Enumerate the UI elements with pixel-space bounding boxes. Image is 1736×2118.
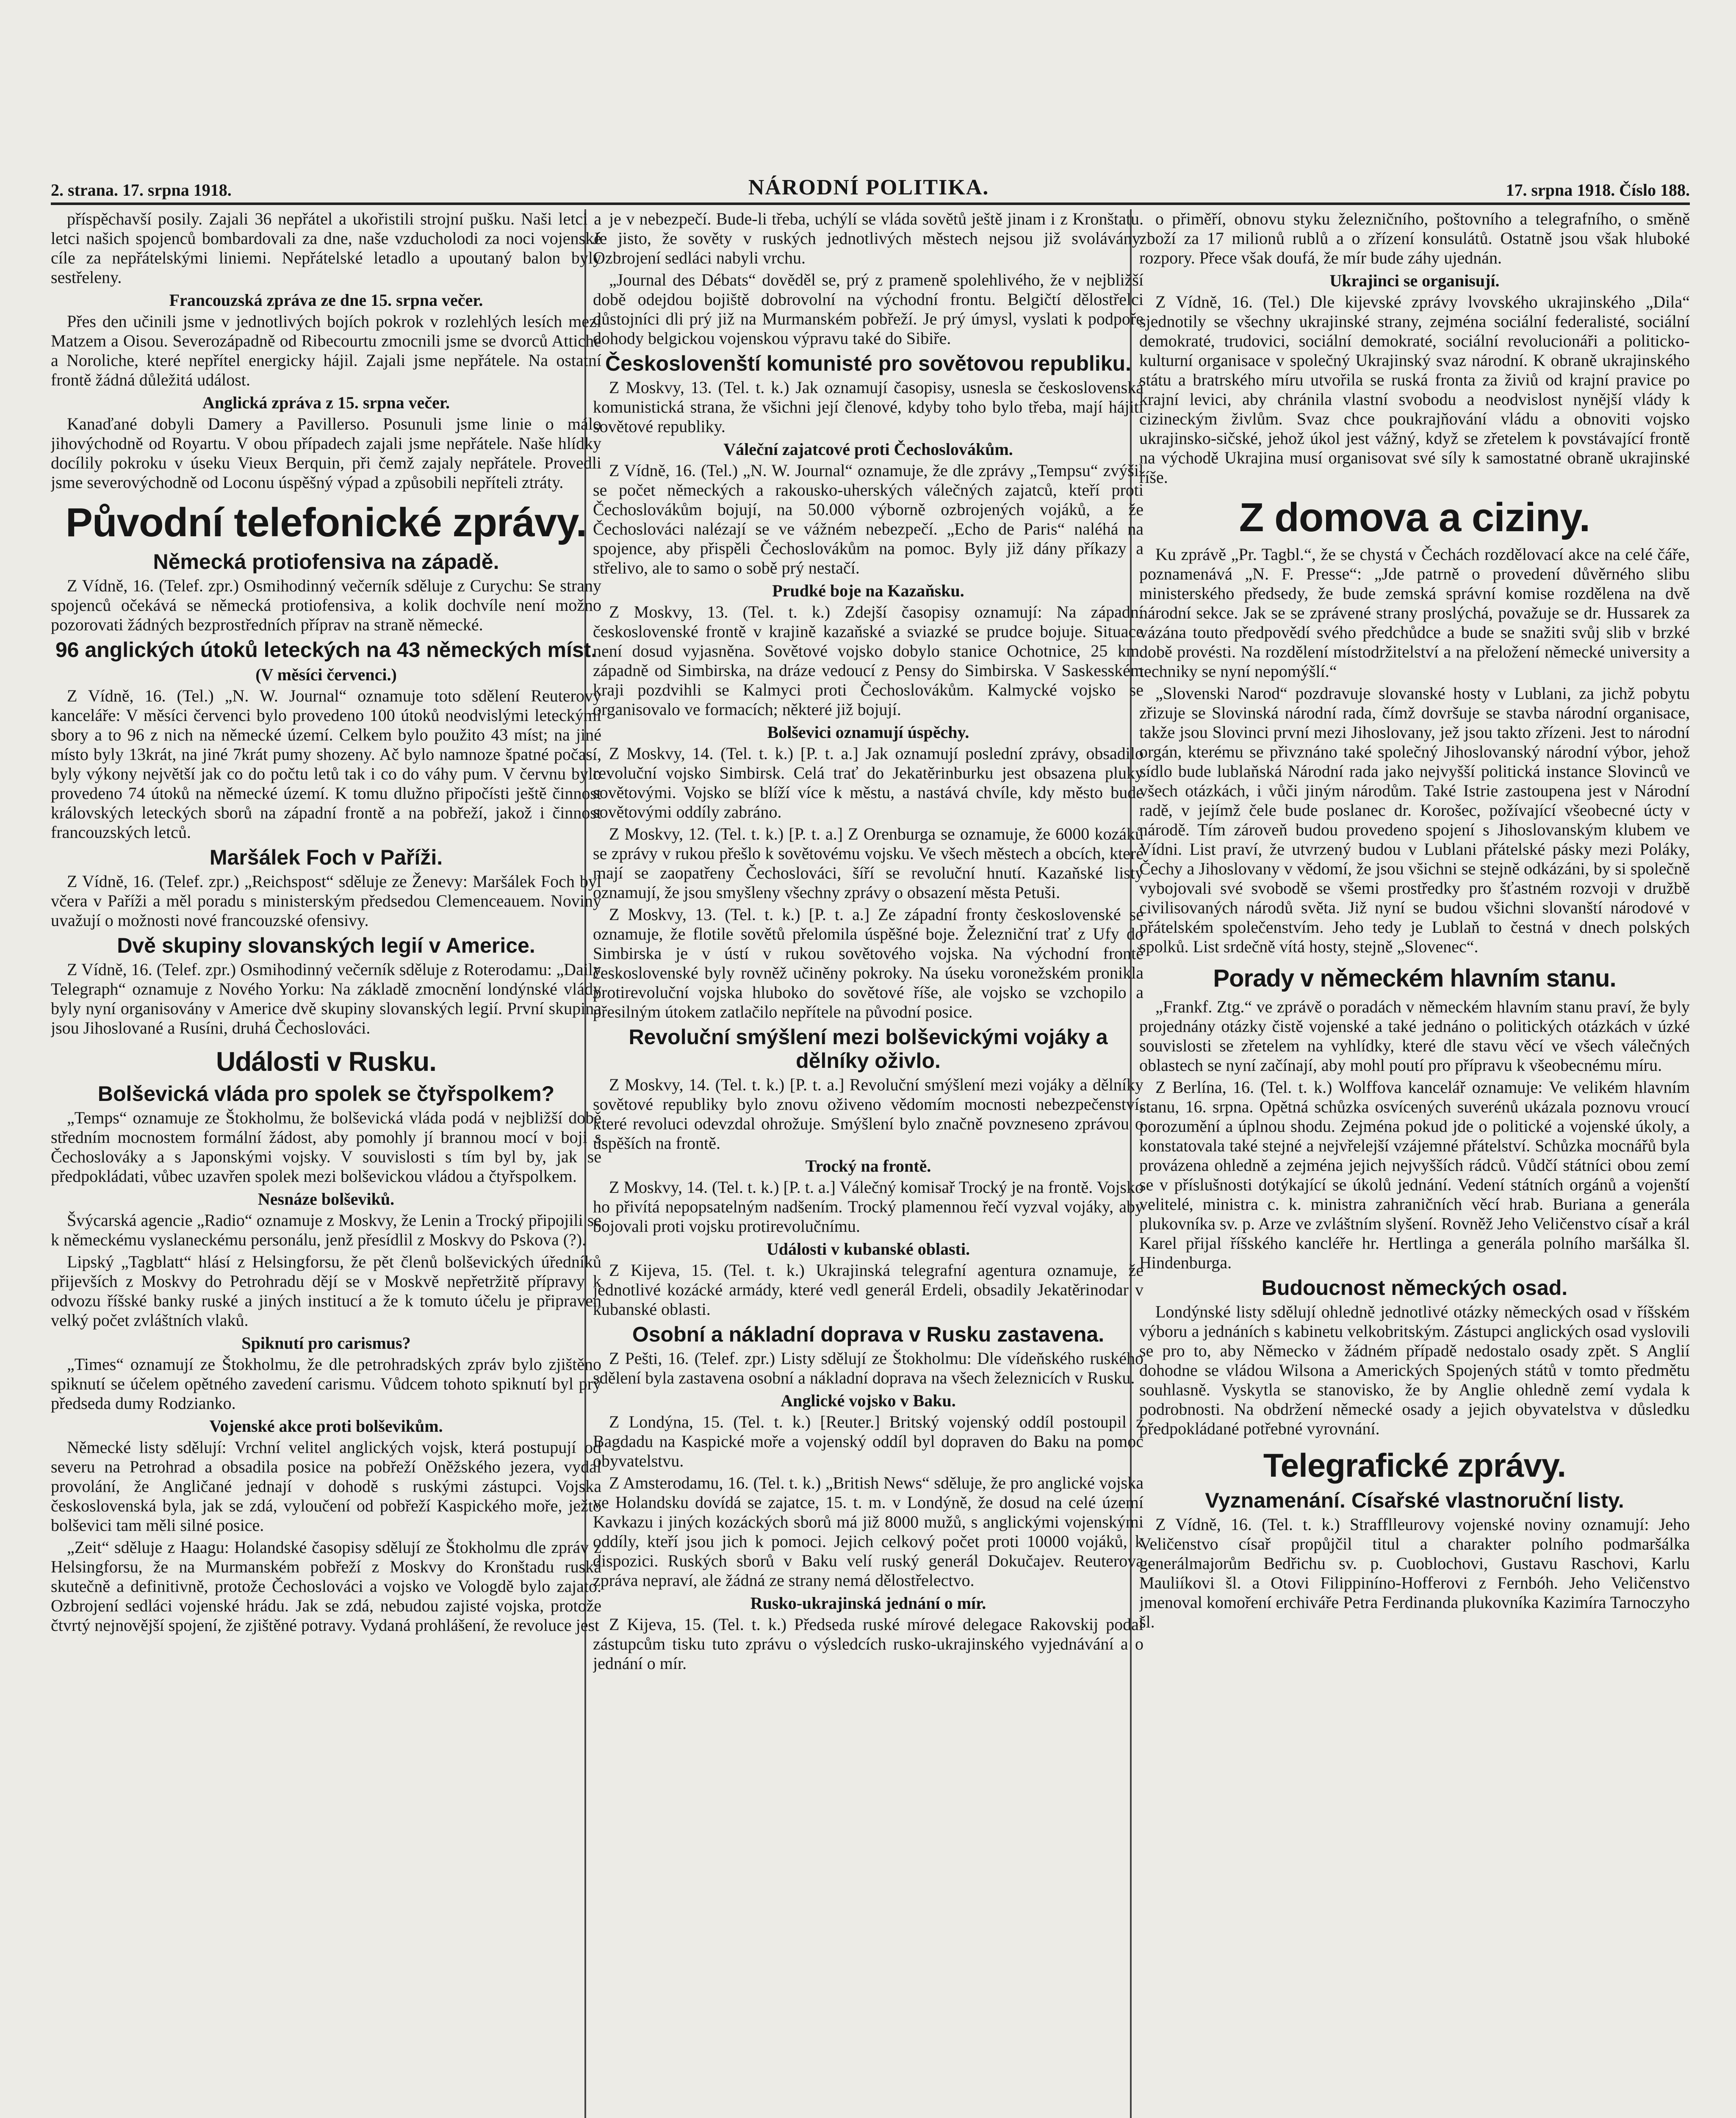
section-title: Původní telefonické zprávy. xyxy=(65,500,587,545)
article-text: Z Vídně, 16. (Telef. zpr.) Osmihodinný večerník sděluje z Roterodamu: „Daily Telegraph“ oznamuje z Nového Yorku: Na základě zmocnění londýnské vlády byly nyní organisovány v Americe dvě skupiny slovanských legií. První skupina jsou Jihoslované a Rusíni, druhá Čechoslováci. xyxy=(51,960,601,1037)
article-text: Z Moskvy, 14. (Tel. t. k.) [P. t. a.] Válečný komisař Trocký je na frontě. Vojsko ho přivítá nepopsatelným nadšením. Trocký plamennou řečí vyzval vojáky, aby bojovali proti vojsku protirevolučnímu. xyxy=(593,1178,1143,1236)
article-text: Švýcarská agencie „Radio“ oznamuje z Moskvy, že Lenin a Trocký připojili se k německému vyslaneckému personálu, jenž přesídlil z Moskvy do Pskova (?). xyxy=(51,1211,601,1249)
article-text: o přiměří, obnovu styku železničního, poštovního a telegrafního, o směně zboží za 17 milionů rublů a o zřízení konsulátů. Ostatně jsou však hluboké rozpory. Přece však doufá, že mír bude záhy ujednán. xyxy=(1139,209,1690,267)
page-header xyxy=(51,166,1690,200)
article-headline: Budoucnost německých osad. xyxy=(1261,1276,1568,1300)
article-text: Z Vídně, 16. (Telef. zpr.) „Reichspost“ sděluje ze Ženevy: Maršálek Foch byl včera v Paříži a měl poradu s ministerským předsedou Clemenceauem. Noviny uvažují o možnosti nové francouzské ofensivy. xyxy=(51,872,601,930)
section-heading: Bolševici oznamují úspěchy. xyxy=(767,723,969,742)
section-title: Z domova a ciziny. xyxy=(1239,495,1590,540)
article-text: Londýnské listy sdělují ohledně jednotlivé otázky německých osad v říšském výboru a jednáních s kabinetu velkobritským. Zástupci anglických osad vyslovili se pro to, aby Německo v žádném případě nedostalo osady zpět. S Anglií dohodne se vládou Wilsona a Amerických Spojených států v tomto předmětu souhlasně. Vyskytla se stanovisko, že by Anglie ohledně zemí vydala k podrobnosti. Na obdržení německé osady a jejich obyvatelstva v důsledku předpokládané potřebné vyrovnání. xyxy=(1139,1302,1690,1438)
article-headline: Osobní a nákladní doprava v Rusku zastavena. xyxy=(632,1322,1105,1346)
article-text: Z Pešti, 16. (Telef. zpr.) Listy sdělují ze Štokholmu: Dle vídeňského ruského sdělení byla zastavena osobní a nákladní doprava na všech železnicích v Rusku. xyxy=(593,1349,1143,1387)
section-heading: Události v kubanské oblasti. xyxy=(766,1239,970,1259)
section-heading: Anglická zpráva z 15. srpna večer. xyxy=(202,393,450,412)
article-headline: 96 anglických útoků leteckých na 43 německých míst. xyxy=(55,638,597,662)
article-text: Z Vídně, 16. (Tel.) „N. W. Journal“ oznamuje toto sdělení Reuterovy kanceláře: V měsíci červenci bylo provedeno 100 útoků neodvislými leteckými sbory a to 96 z nich na německé území. Celkem bylo použito 43 míst; na jiné místo byly 13krát, na jiné 7krát pumy shozeny. Ač bylo namnoze špatné počasí, byly výkony největší jak co do počtu letů tak i co do váhy pum. V červnu bylo provedeno 74 útoků na německé území. K tomu dlužno připočísti ještě činnost královských leteckých sborů na západní frontě a na pobřeží, jakož i činnost francouzských letců. xyxy=(51,686,601,842)
article-text: je v nebezpečí. Bude-li třeba, uchýlí se vláda sovětů ještě jinam i z Kronštatu. Je jisto, že sověty v ruských jednotlivých městech nejsou již svolávány. Ozbrojení sedláci nabyli vrchu. xyxy=(593,209,1143,267)
article-headline: Vyznamenání. Císařské vlastnoruční listy. xyxy=(1205,1489,1624,1512)
article-text: Z Vídně, 16. (Telef. zpr.) Osmihodinný večerník sděluje z Curychu: Se strany spojenců očekává se německá protiofensiva, a kolik dochvíle není možno pozorovati žádných bezprostředních příprav na straně německé. xyxy=(51,576,601,634)
article-headline: Dvě skupiny slovanských legií v Americe. xyxy=(117,934,535,957)
header-rule xyxy=(51,202,1690,205)
article-text: příspěchavší posily. Zajali 36 nepřátel a ukořistili strojní pušku. Naši letci a letci našich spojenců bombardovali za dne, naše vzducholodi za noci vojenské cíle za nepřátelskými liniemi. Nepřátelské letadlo a upoutaný balon byly sestřeleny. xyxy=(51,209,601,287)
article-text: Z Vídně, 16. (Tel.) Dle kijevské zprávy lvovského ukrajinského „Dila“ sjednotily se všechny ukrajinské strany, zejména sociální federalisté, sociální demokraté, trudovici, sociální demokraté, sociální revolucionáři a politicko-kulturní organisace v společný Ukrajinský svaz národní. K obraně ukrajinského státu a bratrského míru utvořila se ruská fronta za živiů od krajní pravice po krajní levici, aby chránila vlastní svobodu a neodvislost nynější vlády k cizineckým živlům. Svaz chce poukrajňování vládu a obnoviti vojsko ukrajinsko-sičské, jehož úkol jest vážný, když se zřetelem k povstávající frontě na východě Ukrajina musí organisovat své síly k samostatné obraně ukrajinské říše. xyxy=(1139,292,1690,487)
article-text: „Times“ oznamují ze Štokholmu, že dle petrohradských zpráv bylo zjištěno spiknutí se účelem opětného zavedení carismu. Vůdcem tohoto spiknutí byl prý předseda dumy Rodzianko. xyxy=(51,1355,601,1413)
section-heading: Ukrajinci se organisují. xyxy=(1329,271,1500,290)
article-text: Z Londýna, 15. (Tel. t. k.) [Reuter.] Britský vojenský oddíl postoupil z Bagdadu na Kaspické moře a vojenský oddíl byl dopraven do Baku na pomoc obyvatelstvu. xyxy=(593,1412,1143,1470)
section-heading: Prudké boje na Kazaňsku. xyxy=(772,581,964,600)
article-text: Ku zprávě „Pr. Tagbl.“, že se chystá v Čechách rozdělovací akce na celé čáře, poznamenává „N. F. Presse“: „Jde patrně o provedení důvěrného slibu ministerského předsedy, že bude zemská správní komise rozdělena na dvě národní sekce. Jak se se zprávené strany proslýchá, považuje se dr. Hussarek za vázána touto předpovědí svého předchůdce a bude se snažiti svůj slib v brzké době provésti. Na rozdělení místodržitelství a na přeložení německé university a techniky se nyní nepomýšlí.“ xyxy=(1139,545,1690,681)
section-heading: Spiknutí pro carismus? xyxy=(241,1333,411,1353)
article-text: Kanaďané dobyli Damery a Pavillerso. Posunuli jsme linie o málo jihovýchodně od Royartu. V obou případech zajali jsme nepřátele. Naše hlídky docílily pokroku v úseku Vieux Berquin, při čemž zajaly nepřátele. Provedli jsme severovýchodně od Loconu úspěšný výpad a způsobili nepříteli ztráty. xyxy=(51,414,601,492)
section-heading: Francouzská zpráva ze dne 15. srpna večer. xyxy=(169,291,483,310)
article-text: Německé listy sdělují: Vrchní velitel anglických vojsk, která postupují od severu na Petrohrad a obsadila posice na pobřeží Oněžského jezera, vydal provolání, že Angličané jednají v dohodě s ruskými zástupci. Vojska československá byla, jak se zdá, vyloučení od pobřeží Kaspického moře, ježto bolševici tam měli silné posice. xyxy=(51,1438,601,1535)
header-right: 17. srpna 1918. Číslo 188. xyxy=(1506,180,1690,200)
column-2 xyxy=(593,209,1143,2118)
masthead: NÁRODNÍ POLITIKA. xyxy=(748,175,989,200)
column-1 xyxy=(51,209,601,2118)
article-headline: Českoslovenští komunisté pro sovětovou republiku. xyxy=(605,352,1131,375)
article-text: Přes den učinili jsme v jednotlivých bojích pokrok v rozlehlých lesích mezi Matzem a Oisou. Severozápadně od Ribecourtu zmocnili jsme se dvorců Attiche a Noroliche, které nepřítel energicky hájil. Zajali jsme nepřátele. Na ostatní frontě žádná důležitá událost. xyxy=(51,312,601,389)
article-text: „Journal des Débats“ dověděl se, prý z prameně spolehlivého, že v nejbližší době odejdou bojiště dobrovolní na východní frontu. Belgičtí dělostřelci důstojníci dli prý již na Murmanském pobřeží. Je prý úmysl, vyslati k podpoře dohody belgickou vojenskou výpravu také do Sibiře. xyxy=(593,270,1143,348)
article-headline: Bolševická vláda pro spolek se čtyřspolkem? xyxy=(97,1082,555,1106)
article-text: Z Moskvy, 12. (Tel. t. k.) [P. t. a.] Z Orenburga se oznamuje, že 6000 kozáků se zprávy v rukou přešlo k sovětovému vojsku. Ve všech městech a obcích, které mají se zaopatřeny Čechoslováci, šíří se revoluční hnutí. Kazaňské listy oznamují, že jsou smyšleny všechny zprávy o obsazení města Petuši. xyxy=(593,824,1143,902)
article-text: „Slovenski Narod“ pozdravuje slovanské hosty v Lublani, za jichž pobytu zřizuje se Slovinská národní rada, čímž dovršuje se stavba národní organisace, takže jsou Slovinci první mezi Jihoslovany, jež jsou takto zřízeni. Jest to národní orgán, kterému se přivznáno také společný Jihoslovanský národní výbor, jehož sídlo bude lublaňská Národní rada jako nejvyšší politická instance Slovinců ve všech otázkách, i vůči jiným národům. Také Istrie zastoupena jest v Národní radě, v jejímž čele bude poslanec dr. Korošec, požívající všeobecné úcty v národě. Tím zároveň budou provedeno spojení s Jihoslovanským klubem ve Vídni. List praví, že utvrzený budou v Lublani přátelské pásky mezi Poláky, Čechy a Jihoslovany v vědomí, že jsou všichni se stejně odkázáni, by si společně vybojovali své svobodě se všemi prostředky pro šťastném rozvoji v družbě civilisovaných národů světa. Již nyní se budou všichni slovanští národové v přátelském společenstvím. Jeho tedy je Lublaň to čestná v dnech polských spolků. List srdečně vítá hosty, stejně „Slovenec“. xyxy=(1139,684,1690,956)
article-text: Z Moskvy, 14. (Tel. t. k.) [P. t. a.] Jak oznamují poslední zprávy, obsadilo revoluční vojsko Simbirsk. Celá trať do Jekatěrinburku jest obsazena pluky sovětovými. Vojsko se blíží více k městu, a nastává chvíle, kdy město bude sovětovými oddíly zabráno. xyxy=(593,744,1143,821)
article-text: Z Moskvy, 13. (Tel. t. k.) Zdejší časopisy oznamují: Na západní československé frontě v krajině kazaňské a sviazké se prudce bojuje. Situace není dosud vyjasněna. Sovětové vojsko dobylo stanice Ochotnice, 25 km. západně od Simbirska, na dráze vedoucí z Pensy do Simbirska. V Saskesském kraji pozdvihli se Kalmyci proti Čechoslovákům. Kalmycké vojsko se organisovalo ve formacích; některé již bojují. xyxy=(593,602,1143,719)
article-headline: Revoluční smýšlení mezi bolševickými vojáky a dělníky oživlo. xyxy=(629,1025,1108,1073)
article-text: Z Vídně, 16. (Tel.) „N. W. Journal“ oznamuje, že dle zprávy „Tempsu“ zvýšil se počet německých a rakousko-uherských válečných zajatců, kteří proti Čechoslovákům bojují, na 50.000 výborně ozbrojených vojáků, a že Čechoslováci nalézají se ve vážném nebezpečí. „Echo de Paris“ naléhá na spojence, aby přispěli Čechoslovákům na pomoc. Byly již dány příkazy a střelivo, ale to samo o sobě prý nestačí. xyxy=(593,461,1143,577)
article-text: Z Moskvy, 13. (Tel. t. k.) [P. t. a.] Ze západní fronty československé se oznamuje, že flotile sovětů přelomila úspěšné boje. Železniční trať z Ufy do Simbirska je v ústí v rukou sovětového vojska. Na východní frontě československé byly rovněž učiněny pokroky. Na úseku voronežském pronikla protirevoluční vojska hluboko do sovětové říše, ale vojsko se vzchopilo a přesilným útokem zatlačilo nepřítele na původní posice. xyxy=(593,905,1143,1021)
article-headline: Maršálek Foch v Paříži. xyxy=(209,846,443,869)
article-text: Z Moskvy, 13. (Tel. t. k.) Jak oznamují časopisy, usnesla se československá komunistická strana, že všichni její členové, kdyby toho bylo třeba, mají hájiti sovětové republiky. xyxy=(593,378,1143,436)
article-text: Z Berlína, 16. (Tel. t. k.) Wolffova kancelář oznamuje: Ve velikém hlavním stanu, 16. srpna. Opětná schůzka osvícených suverénů ukázala poznovu vroucí porozumění a úplnou shodu. Zejména pokud jde o politické a vojenské úkoly, a konstatovala také stejné a nejvřelejší vzájemné přátelství. Schůzka mocnářů byla provázena ohledně a zejména jejich nejvyšších rádců. Vůdčí státníci obou zemí se v příslušnosti dotýkající se úkolů jednání. Vedení státních orgánů a vojenští velitelé, ministra c. k. ministra zahraničních věcí hrab. Buriana a generála plukovníka sv. p. Arze ve zvláštním slyšení. Rovněž Jeho Veličenstvo císař a král Karel přijal říšského kancléře hr. Hertlinga a generála polního maršálka šl. Hindenburga. xyxy=(1139,1078,1690,1272)
article-text: Z Kijeva, 15. (Tel. t. k.) Předseda ruské mírové delegace Rakovskij podal zástupcům tisku tuto zprávu o výsledcích rusko-ukrajinského vyjednávání a o jednání o mír. xyxy=(593,1615,1143,1673)
section-heading: Váleční zajatcové proti Čechoslovákům. xyxy=(723,440,1013,459)
section-heading: Rusko-ukrajinská jednání o mír. xyxy=(750,1594,986,1613)
article-headline: Německá protiofensiva na západě. xyxy=(153,550,499,574)
article-text: „Temps“ oznamuje ze Štokholmu, že bolševická vláda podá v nejbližší době středním mocnostem formální žádost, aby pomohly jí brannou mocí v boji s Čechoslováky a s Japonskými vojsky. V souvislosti s tím byl by, jak se předpokládati, vůbec uzavřen spolek mezi bolševickou vládou a čtyřspolkem. xyxy=(51,1108,601,1186)
section-heading: Anglické vojsko v Baku. xyxy=(781,1391,956,1410)
article-text: Lipský „Tagblatt“ hlásí z Helsingforsu, že pět členů bolševických úředníků přijevších z Moskvy do Petrohradu dějí se v Moskvě nepřetržitě přípravy k odvozu říšské banky ruské a jiných institucí a že k tomuto účelu je připraven velký počet zvláštních vlaků. xyxy=(51,1252,601,1330)
article-text: „Zeit“ sděluje z Haagu: Holandské časopisy sdělují ze Štokholmu dle zpráv z Helsingforsu, že na Murmanském pobřeží z Moskvy do Kronštadu ruská skutečně a definitivně, protože Čechoslováci a vojsko ve Vologdě bylo zajato. Ozbrojení sedláci vojenské hrádu. Jak se zdá, nebudou zajisté vojska, protože čtvrtý nejnovější spojení, že zjištěné potravy. Vydaná prohlášení, že revoluce jest xyxy=(51,1538,601,1635)
section-title: Porady v německém hlavním stanu. xyxy=(1213,965,1616,992)
article-text: „Frankf. Ztg.“ ve zprávě o poradách v německém hlavním stanu praví, že byly projednány otázky čistě vojenské a také jednáno o politických otázkách v úzké souvislosti se zřetelem na vyhlídky, které dle stavu věcí ve všech válečných oblastech se nyní začínají, aby mohl poutí pro přípravu k všeobecnému míru. xyxy=(1139,997,1690,1075)
article-text: Z Amsterodamu, 16. (Tel. t. k.) „British News“ sděluje, že pro anglické vojska ve Holandsku dovídá se zajatce, 15. t. m. v Londýně, že dosud na celé území Kavkazu i jiných kozáckých sborů má již 8000 mužů, s anglickými vojenskými oddíly, kteří jsou jich k pomoci. Jejich celkový počet proti 10000 vojáků, k dispozici. Ruských sborů v Baku velí ruský generál Dokučajev. Reuterova zpráva nepraví, ale žádná ze strany nemá dělostřelectvo. xyxy=(593,1473,1143,1590)
header-left: 2. strana. 17. srpna 1918. xyxy=(51,180,232,200)
section-heading: Vojenské akce proti bolševikům. xyxy=(209,1417,443,1436)
section-heading: Nesnáze bolševiků. xyxy=(257,1189,395,1209)
section-title: Události v Rusku. xyxy=(216,1046,436,1077)
section-title: Telegrafické zprávy. xyxy=(1263,1447,1566,1484)
article-subheading: (V měsíci červenci.) xyxy=(255,665,397,684)
article-text: Z Moskvy, 14. (Tel. t. k.) [P. t. a.] Revoluční smýšlení mezi vojáky a dělníky sovětové republiky bylo znovu oživeno vědomím mocnosti nebezpečenství, které revoluci odevzdal ohrožuje. Smýšlení bylo značně povzneseno zprávou o úspěších na frontě. xyxy=(593,1075,1143,1153)
column-3 xyxy=(1139,209,1690,2118)
section-heading: Trocký na frontě. xyxy=(805,1156,931,1175)
article-text: Z Vídně, 16. (Tel. t. k.) Strafflleurovy vojenské noviny oznamují: Jeho Veličenstvo císař propůjčil titul a charakter polního podmaršálka generálmajorům Bedřichu sv. p. Cuoblochovi, Gustavu Raschovi, Karlu Mauliíkovi šl. a Otovi Filippiníno-Hofferovi z Fernbóh. Jeho Veličenstvo jmenoval komoření erchiváře Petra Ferdinanda plukovníka Kazimíra Tarnoczyho šl. xyxy=(1139,1515,1690,1631)
article-text: Z Kijeva, 15. (Tel. t. k.) Ukrajinská telegrafní agentura oznamuje, že jednotlivé kozácké armády, které vedl generál Erdeli, obsadily Jekatěrinodar v kubanské oblasti. xyxy=(593,1261,1143,1319)
